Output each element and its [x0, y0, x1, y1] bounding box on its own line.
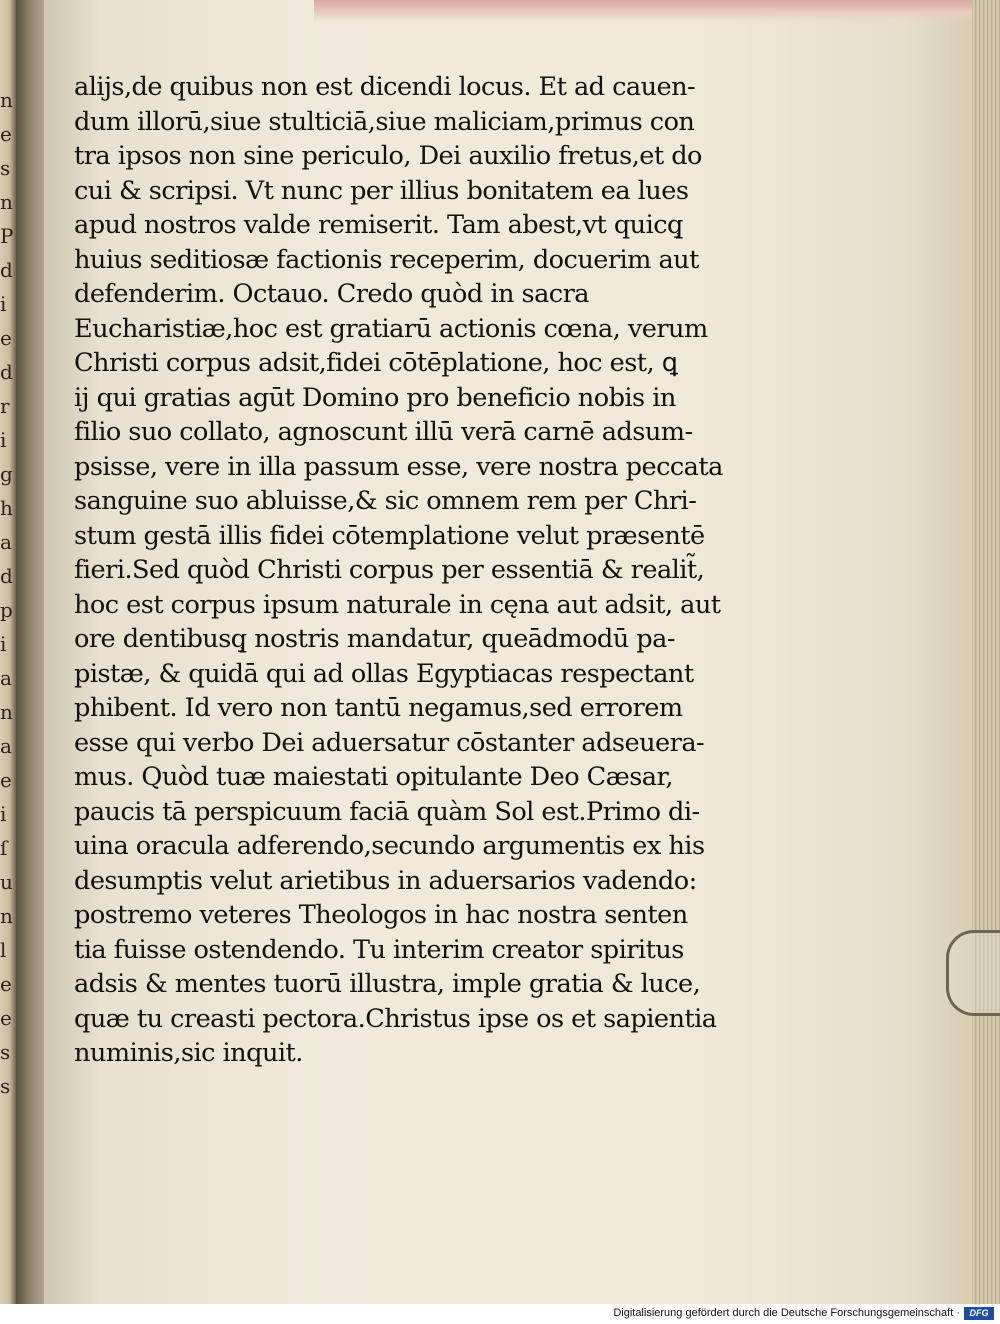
book-clasp-ring	[946, 930, 1000, 1016]
left-page-fragment: ſ	[0, 836, 6, 860]
left-page-fragment: d	[0, 564, 11, 588]
left-page-fragment: h	[0, 496, 11, 520]
text-line: uina oracula adferendo,secundo argumentis ex his	[74, 831, 705, 861]
text-line: huius seditiosæ factionis receperim, docuerim aut	[74, 244, 699, 275]
funding-credit: Digitalisierung gefördert durch die Deutsche Forschungsgemeinschaft ·	[613, 1307, 960, 1319]
text-line: paucis tā perspicuum faciā quàm Sol est.Primo di-	[74, 796, 700, 827]
left-page-fragment: e	[0, 326, 10, 350]
left-page-fragment: s	[0, 156, 9, 180]
text-line: numinis,sic inquit.	[74, 1038, 303, 1068]
left-page-fragment: g	[0, 462, 11, 486]
text-line: esse qui verbo Dei aduersatur cōstanter adseuera-	[74, 727, 705, 758]
footer-bar	[0, 1304, 1000, 1324]
text-line: Eucharistiæ,hoc est gratiarū actionis cœna, verum	[74, 313, 708, 344]
left-page-fragment: i	[0, 428, 5, 452]
text-line: ij qui gratias agūt Domino pro beneficio nobis in	[74, 382, 676, 413]
text-line: tra ipsos non sine periculo, Dei auxilio fretus,et do	[74, 141, 702, 171]
dfg-logo-icon: DFG	[964, 1307, 994, 1320]
text-line: quæ tu creasti pectora.Christus ipse os et sapientia	[74, 1003, 717, 1034]
text-line: pistæ, & quidā qui ad ollas Egyptiacas respectant	[74, 658, 694, 689]
left-page-fragment: s	[0, 1074, 9, 1098]
text-line: adsis & mentes tuorū illustra, imple gratia & luce,	[74, 969, 701, 999]
left-page-fragment: e	[0, 768, 10, 792]
left-page-fragment: r	[0, 394, 8, 418]
left-page-fragment: n	[0, 190, 11, 214]
left-page-fragment: e	[0, 972, 10, 996]
text-line: filio suo collato, agnoscunt illū verā carnē adsum-	[74, 417, 693, 447]
text-line: Christi corpus adsit,fidei cōtēplatione, hoc est, ꝗ	[74, 348, 678, 378]
text-line: stum gestā illis fidei cōtemplatione velut præsentē	[74, 520, 705, 551]
left-page-fragment: u	[0, 870, 11, 894]
left-page-fragment: n	[0, 88, 11, 112]
left-page-fragment: a	[0, 530, 10, 554]
left-page-fragment: l	[0, 938, 5, 962]
left-page-fragment: d	[0, 360, 11, 384]
left-page-fragment: a	[0, 734, 10, 758]
text-line: hoc est corpus ipsum naturale in cęna aut adsit, aut	[74, 589, 721, 620]
text-line: postremo veteres Theologos in hac nostra senten	[74, 900, 688, 930]
left-page-fragment: i	[0, 802, 5, 826]
text-line: tia fuisse ostendendo. Tu interim creator spiritus	[74, 934, 684, 965]
body-text	[74, 70, 723, 1071]
left-page-fragment: P	[0, 224, 12, 248]
left-page-fragment: i	[0, 292, 5, 316]
text-line: phibent. Id vero non tantū negamus,sed errorem	[74, 693, 683, 723]
text-line: cui & scripsi. Vt nunc per illius bonitatem ea lues	[74, 175, 689, 206]
left-page-fragment: d	[0, 258, 11, 282]
text-line: apud nostros valde remiserit. Tam abest,vt quicq̧	[74, 210, 683, 240]
text-line: ore dentibusq̧ nostris mandatur, queādmodū pa-	[74, 624, 675, 654]
left-page-fragment: s	[0, 1040, 9, 1064]
text-line: desumptis velut arietibus in aduersarios vadendo:	[74, 865, 697, 896]
left-page-fragment: p	[0, 598, 11, 622]
text-line: mus. Quòd tuæ maiestati opitulante Deo Cæsar,	[74, 762, 673, 792]
left-page-fragment: n	[0, 904, 11, 928]
left-page-fragment: e	[0, 1006, 10, 1030]
text-line: dum illorū,siue stulticiā,siue maliciam,primus con	[74, 106, 695, 137]
text-line: defenderim. Octauo. Credo quòd in sacra	[74, 279, 589, 309]
left-page-edge	[0, 0, 16, 1304]
left-page-fragment: a	[0, 666, 10, 690]
text-line: psisse, vere in illa passum esse, vere nostra peccata	[74, 451, 723, 482]
left-page-fragment: n	[0, 700, 11, 724]
left-page-fragment: e	[0, 122, 10, 146]
text-line: sanguine suo abluisse,& sic omnem rem per Chri-	[74, 486, 697, 516]
top-edge-stain	[314, 0, 1000, 22]
text-line: fieri.Sed quòd Christi corpus per essentiā & realit̃,	[74, 555, 705, 585]
text-line: alijs,de quibus non est dicendi locus. Et ad cauen-	[74, 72, 696, 102]
left-page-fragment: i	[0, 632, 5, 656]
page-edges	[972, 0, 1000, 1304]
